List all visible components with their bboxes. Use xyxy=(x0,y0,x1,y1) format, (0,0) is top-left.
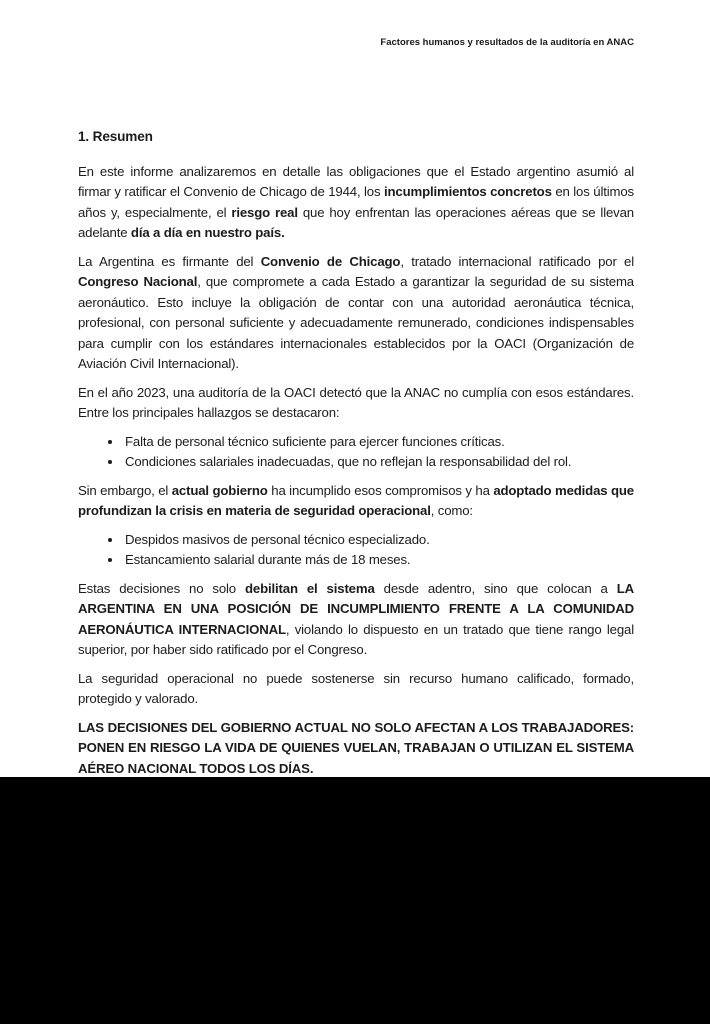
bold-text-run: riesgo real xyxy=(231,204,298,220)
paragraph xyxy=(78,162,634,244)
bold-text-run: LA ARGENTINA EN UNA POSICIÓN DE INCUMPLIMIENTO FRENTE A LA COMUNIDAD AERONÁUTICA INTERNACIONAL xyxy=(78,580,635,637)
text-run: La Argentina es firmante del xyxy=(78,253,261,269)
paragraph xyxy=(78,718,634,780)
text-run: Estas decisiones no solo xyxy=(78,580,245,596)
text-run: ha incumplido esos compromisos y ha xyxy=(267,482,494,498)
bold-text-run: día a día en nuestro país. xyxy=(130,225,285,240)
text-run: , violando lo dispuesto en un tratado que tiene rango legal superior, por haber sido ratificado por el Congreso. xyxy=(78,621,634,657)
paragraph xyxy=(78,252,634,375)
redacted-region xyxy=(0,777,710,1024)
paragraph xyxy=(78,481,634,522)
bold-text-run: Convenio de Chicago xyxy=(260,253,401,269)
text-run: La seguridad operacional no puede sostenerse sin recurso humano calificado, formado, protegido y valorado. xyxy=(78,670,634,706)
document-body xyxy=(78,127,634,787)
text-run: En este informe analizaremos en detalle las obligaciones que el Estado argentino asumió al firmar y ratificar el Convenio de Chicago de 1944, los xyxy=(78,163,634,199)
bold-text-run: debilitan el sistema xyxy=(245,580,375,596)
list-item: • Condiciones salariales inadecuadas, que no reflejan la responsabilidad del rol. xyxy=(123,452,634,473)
text-run: que hoy enfrentan las operaciones aéreas que se llevan adelante xyxy=(78,204,634,240)
bullet-list xyxy=(78,432,634,473)
bold-text-run: incumplimientos concretos xyxy=(384,184,552,199)
paragraph xyxy=(78,383,634,424)
bullet-list xyxy=(78,530,634,571)
page-header-title: Factores humanos y resultados de la auditoría en ANAC xyxy=(380,37,634,48)
section-heading: 1. Resumen xyxy=(78,129,153,144)
text-run: , tratado internacional ratificado por el xyxy=(400,253,634,269)
bold-text-run: adoptado medidas que profundizan la crisis en materia de seguridad operacional xyxy=(78,482,634,518)
bold-text-run: Congreso Nacional xyxy=(78,274,198,289)
text-run: desde adentro, sino que colocan a xyxy=(374,580,617,596)
paragraph xyxy=(78,579,634,661)
paragraph xyxy=(78,669,634,710)
text-run: , que compromete a cada Estado a garantizar la seguridad de su sistema aeronáutico. Esto incluye la obligación de contar con una autoridad aeronáutica técnica, profesional, con personal suficiente y adecuadamente remunerado, condiciones indispensables para cumplir con los estándares internacionales establecidos por la OACI (Organización de Aviación Civil Internacional). xyxy=(78,274,634,371)
list-item: • Despidos masivos de personal técnico especializado. xyxy=(123,530,634,551)
text-run: en los últimos años y, especialmente, el xyxy=(78,184,634,220)
bold-text-run: LAS DECISIONES DEL GOBIERNO ACTUAL NO SOLO AFECTAN A LOS TRABAJADORES: PONEN EN RIESGO LA VIDA DE QUIENES VUELAN, TRABAJAN O UTILIZAN EL SISTEMA AÉREO NACIONAL TODOS LOS DÍAS. xyxy=(78,719,634,776)
text-run: Sin embargo, el xyxy=(78,482,172,498)
list-item: • Estancamiento salarial durante más de 18 meses. xyxy=(123,550,634,571)
text-run: En el año 2023, una auditoría de la OACI detectó que la ANAC no cumplía con esos estándares. Entre los principales hallazgos se destacaron: xyxy=(78,384,634,420)
text-run: , como: xyxy=(430,503,473,518)
bold-text-run: actual gobierno xyxy=(171,482,268,498)
list-item: • Falta de personal técnico suficiente para ejercer funciones críticas. xyxy=(123,432,634,453)
